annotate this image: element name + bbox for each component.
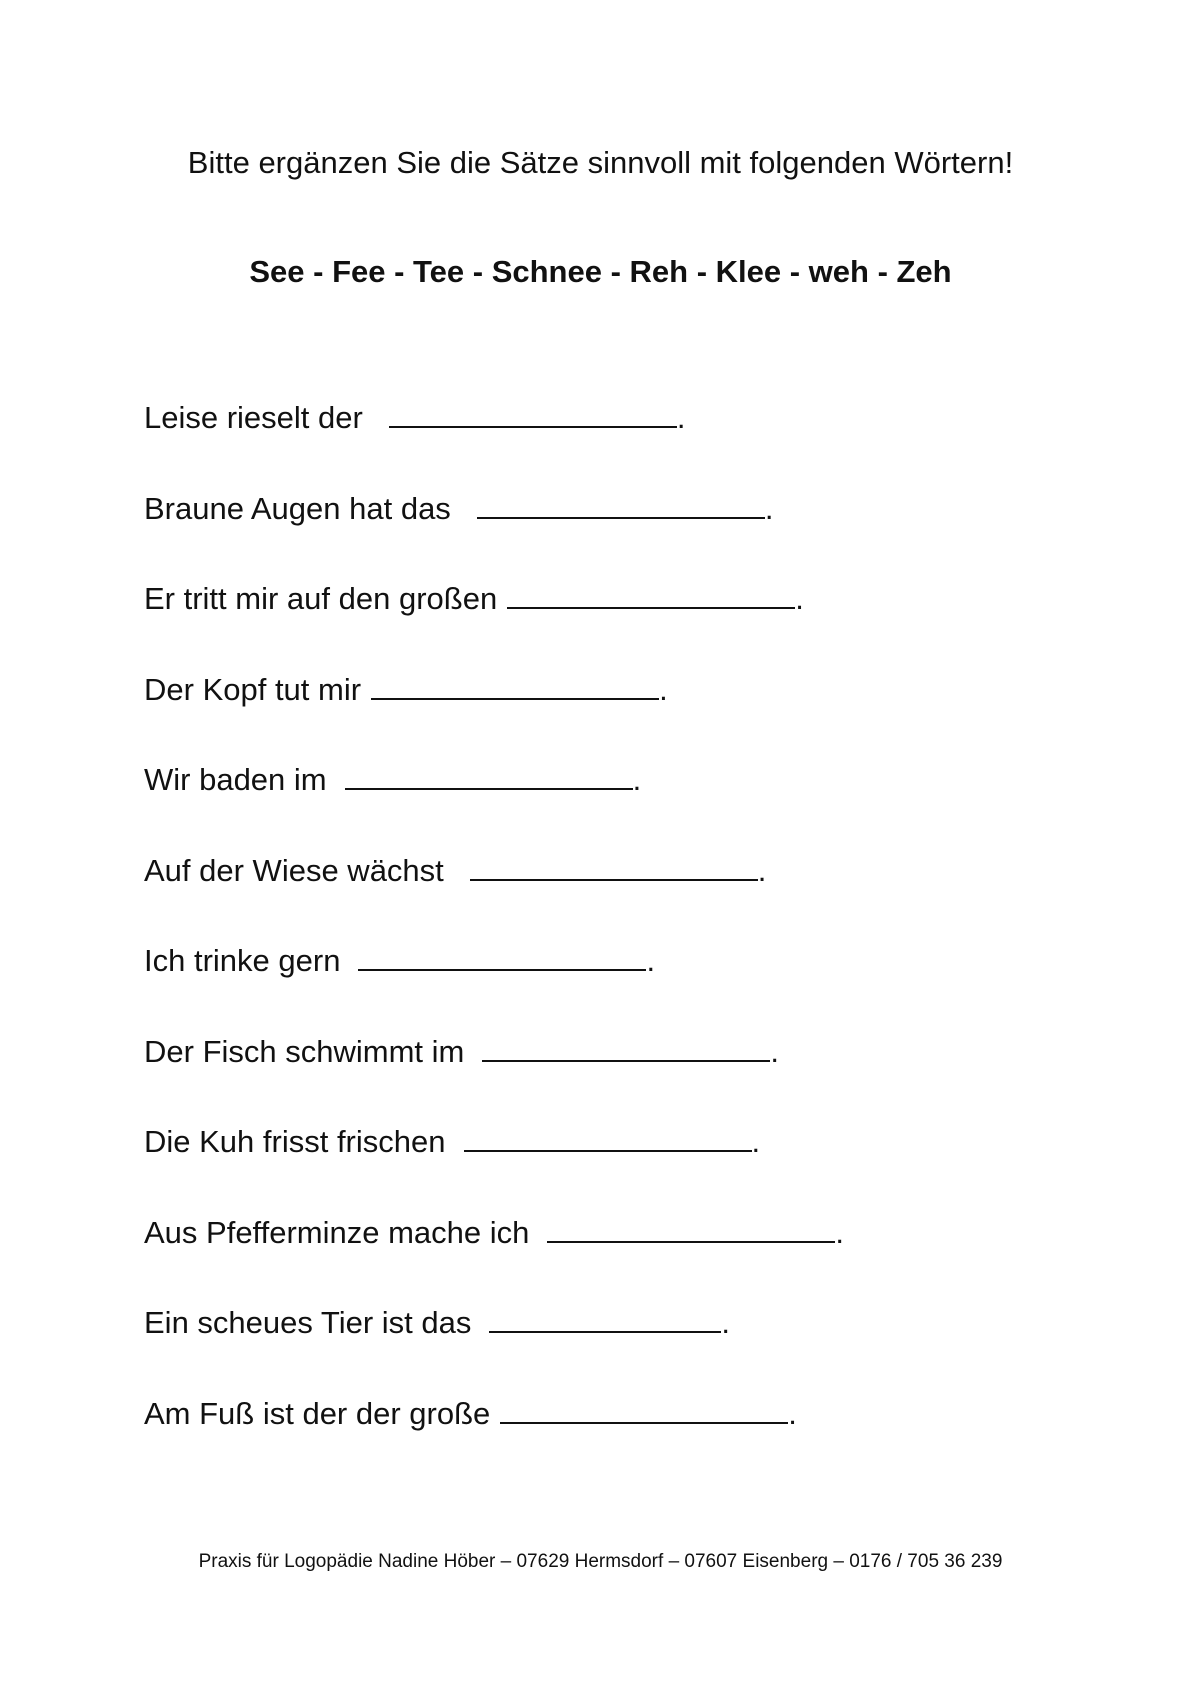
answer-blank[interactable] bbox=[371, 670, 659, 700]
sentence-suffix: . bbox=[646, 943, 656, 978]
answer-blank[interactable] bbox=[500, 1394, 788, 1424]
answer-blank[interactable] bbox=[547, 1213, 835, 1243]
sentence-2 bbox=[144, 489, 773, 529]
sentence-suffix: . bbox=[751, 1124, 761, 1159]
word-bank: See - Fee - Tee - Schnee - Reh - Klee - weh - Zeh bbox=[249, 254, 952, 289]
sentence-11 bbox=[144, 1303, 730, 1343]
answer-blank[interactable] bbox=[345, 760, 633, 790]
instruction-heading: Bitte ergänzen Sie die Sätze sinnvoll mit folgenden Wörtern! bbox=[187, 145, 1014, 180]
sentence-suffix: . bbox=[659, 672, 668, 707]
answer-blank[interactable] bbox=[507, 579, 795, 609]
sentence-prefix: Aus Pfefferminze mache ich bbox=[144, 1215, 530, 1250]
sentence-7 bbox=[144, 941, 655, 981]
answer-blank[interactable] bbox=[464, 1122, 752, 1152]
answer-blank[interactable] bbox=[489, 1303, 721, 1333]
sentence-9 bbox=[144, 1122, 760, 1162]
sentence-prefix: Die Kuh frisst frischen bbox=[144, 1124, 446, 1159]
sentence-suffix: . bbox=[788, 1396, 797, 1431]
sentence-12 bbox=[144, 1394, 797, 1434]
sentence-5 bbox=[144, 760, 641, 800]
sentence-prefix: Ein scheues Tier ist das bbox=[144, 1305, 472, 1340]
sentence-suffix: . bbox=[770, 1034, 779, 1069]
sentence-suffix: . bbox=[676, 400, 686, 435]
answer-blank[interactable] bbox=[477, 489, 765, 519]
answer-blank[interactable] bbox=[389, 398, 677, 428]
sentence-1 bbox=[144, 398, 685, 438]
sentence-suffix: . bbox=[835, 1215, 845, 1250]
answer-blank[interactable] bbox=[470, 851, 758, 881]
sentence-6 bbox=[144, 851, 766, 891]
footer-contact: Praxis für Logopädie Nadine Höber – 07629 Hermsdorf – 07607 Eisenberg – 0176 / 705 36 239 bbox=[198, 1551, 1003, 1572]
sentence-prefix: Ich trinke gern bbox=[144, 943, 341, 978]
sentence-3 bbox=[144, 579, 804, 619]
answer-blank[interactable] bbox=[358, 941, 646, 971]
sentence-prefix: Er tritt mir auf den großen bbox=[144, 581, 498, 616]
sentence-suffix: . bbox=[757, 853, 767, 888]
sentence-prefix: Der Kopf tut mir bbox=[144, 672, 362, 707]
sentence-prefix: Auf der Wiese wächst bbox=[144, 853, 444, 888]
sentence-prefix: Am Fuß ist der der große bbox=[144, 1396, 491, 1431]
sentence-8 bbox=[144, 1032, 779, 1072]
sentence-suffix: . bbox=[721, 1305, 731, 1340]
sentence-suffix: . bbox=[764, 491, 774, 526]
sentence-suffix: . bbox=[795, 581, 804, 616]
answer-blank[interactable] bbox=[482, 1032, 770, 1062]
sentence-10 bbox=[144, 1213, 844, 1253]
sentence-suffix: . bbox=[632, 762, 642, 797]
sentence-4 bbox=[144, 670, 668, 710]
sentence-prefix: Wir baden im bbox=[144, 762, 327, 797]
sentence-prefix: Leise rieselt der bbox=[144, 400, 363, 435]
sentence-prefix: Der Fisch schwimmt im bbox=[144, 1034, 465, 1069]
sentence-prefix: Braune Augen hat das bbox=[144, 491, 451, 526]
